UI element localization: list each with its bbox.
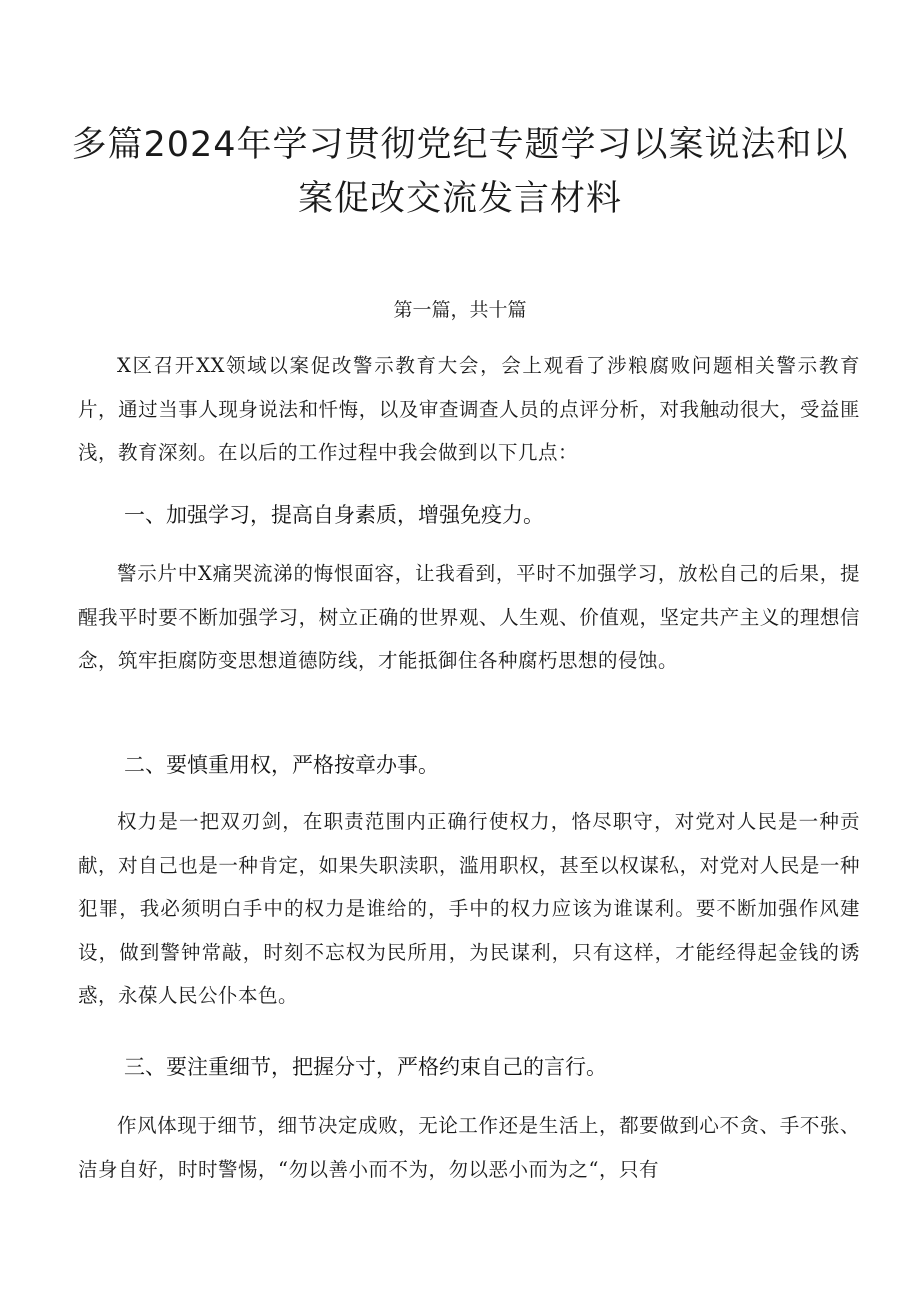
document-subtitle: 第一篇，共十篇 [393,299,527,321]
section-3-paragraph: 作风体现于细节，细节决定成败，无论工作还是生活上，都要做到心不贪、手不张、洁身自好，时时警惕，“勿以善小而不为，勿以恶小而为之“，只有 [78,1114,860,1181]
section-heading-3: 三、要注重细节，把握分寸，严格约束自己的言行。 [124,1055,607,1079]
document-title: 多篇2024年学习贯彻党纪专题学习以案说法和以案促改交流发言材料 [71,125,849,219]
section-2-paragraph: 权力是一把双刃剑，在职责范围内正确行使权力，恪尽职守，对党对人民是一种贡献，对自己也是一种肯定，如果失职渎职，滥用职权，甚至以权谋私，对党对人民是一种犯罪，我必须明白手中的权力是谁给的，手中的权力应该为谁谋利。要不断加强作风建设，做到警钟常敲，时刻不忘权为民所用，为民谋利，只有这样，才能经得起金钱的诱惑，永葆人民公仆本色。 [78,810,860,1007]
section-heading-1: 一、加强学习，提高自身素质，增强免疫力。 [124,503,544,527]
section-heading-2: 二、要慎重用权，严格按章办事。 [124,753,439,777]
intro-paragraph: X区召开XX领域以案促改警示教育大会，会上观看了涉粮腐败问题相关警示教育片，通过当事人现身说法和忏悔，以及审查调查人员的点评分析，对我触动很大，受益匪浅，教育深刻。在以后的工作过程中我会做到以下几点： [78,354,860,464]
section-1-paragraph: 警示片中X痛哭流涕的悔恨面容，让我看到，平时不加强学习，放松自己的后果，提醒我平时要不断加强学习，树立正确的世界观、人生观、价值观，坚定共产主义的理想信念，筑牢拒腐防变思想道德防线，才能抵御住各种腐朽思想的侵蚀。 [78,562,860,672]
